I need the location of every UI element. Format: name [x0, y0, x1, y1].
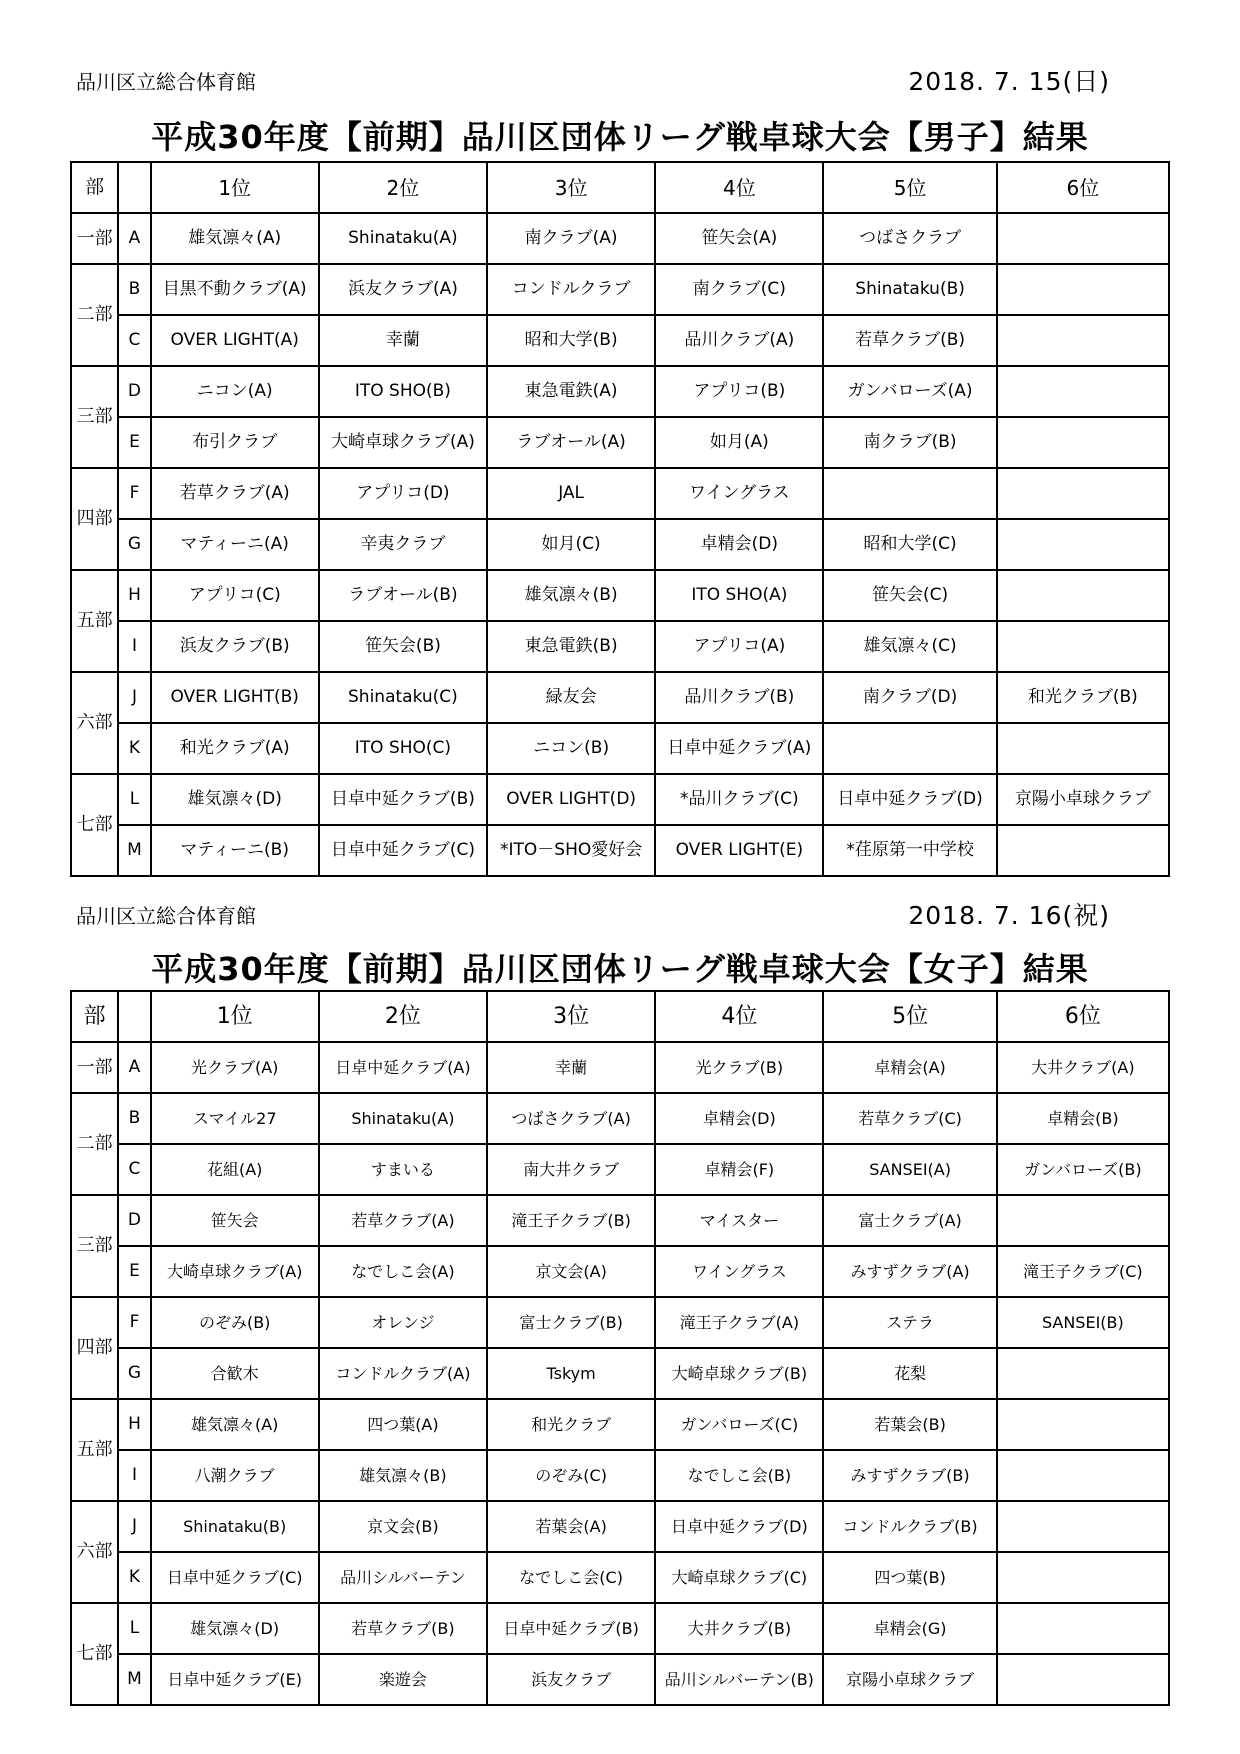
result-cell: ワイングラス [655, 1246, 823, 1297]
rank-header: 2位 [319, 162, 487, 213]
result-cell: コンドルクラブ(B) [823, 1501, 996, 1552]
result-cell: 京陽小卓球クラブ [823, 1654, 996, 1705]
result-cell: *品川クラブ(C) [655, 774, 823, 825]
result-cell [997, 1501, 1169, 1552]
result-cell: 若草クラブ(A) [151, 468, 319, 519]
result-cell: 卓精会(F) [655, 1144, 823, 1195]
division-cell: 三部 [71, 1195, 118, 1297]
result-cell: *ITO－SHO愛好会 [487, 825, 655, 876]
result-cell: ガンバローズ(A) [823, 366, 996, 417]
result-cell: 滝王子クラブ(C) [997, 1246, 1169, 1297]
group-cell: D [118, 366, 150, 417]
division-cell: 三部 [71, 366, 118, 468]
result-cell: アプリコ(B) [655, 366, 823, 417]
group-cell: H [118, 1399, 150, 1450]
result-cell: 大崎卓球クラブ(A) [319, 417, 487, 468]
result-cell: 日卓中延クラブ(A) [319, 1042, 487, 1093]
result-cell [997, 213, 1169, 264]
result-cell: 光クラブ(B) [655, 1042, 823, 1093]
result-cell: 卓精会(A) [823, 1042, 996, 1093]
result-cell: 雄気凛々(D) [151, 774, 319, 825]
rank-header: 3位 [487, 991, 655, 1042]
result-cell: Shinataku(B) [823, 264, 996, 315]
division-header: 部 [71, 162, 118, 213]
result-cell: スマイル27 [151, 1093, 319, 1144]
group-cell: B [118, 1093, 150, 1144]
result-cell: 若草クラブ(B) [319, 1603, 487, 1654]
result-cell: のぞみ(B) [151, 1297, 319, 1348]
result-cell: ニコン(A) [151, 366, 319, 417]
division-cell: 七部 [71, 1603, 118, 1705]
result-cell: 昭和大学(C) [823, 519, 996, 570]
result-cell: 大崎卓球クラブ(C) [655, 1552, 823, 1603]
group-header [118, 991, 150, 1042]
result-cell: 如月(C) [487, 519, 655, 570]
result-cell: 東急電鉄(A) [487, 366, 655, 417]
result-cell: Shinataku(A) [319, 1093, 487, 1144]
table-row [71, 1501, 1169, 1552]
group-cell: C [118, 315, 150, 366]
result-cell [823, 468, 996, 519]
result-cell: オレンジ [319, 1297, 487, 1348]
result-cell: 如月(A) [655, 417, 823, 468]
rank-header: 4位 [655, 162, 823, 213]
result-cell [997, 621, 1169, 672]
result-cell: 品川クラブ(B) [655, 672, 823, 723]
result-cell: 布引クラブ [151, 417, 319, 468]
result-cell: 南クラブ(C) [655, 264, 823, 315]
group-cell: J [118, 672, 150, 723]
result-cell: 辛夷クラブ [319, 519, 487, 570]
result-cell: 幸蘭 [487, 1042, 655, 1093]
result-cell: Tskym [487, 1348, 655, 1399]
result-cell: 光クラブ(A) [151, 1042, 319, 1093]
result-cell: 日卓中延クラブ(C) [319, 825, 487, 876]
result-cell: 緑友会 [487, 672, 655, 723]
result-cell: つばさクラブ(A) [487, 1093, 655, 1144]
table-row [71, 468, 1169, 519]
result-cell: 卓精会(D) [655, 519, 823, 570]
rank-header: 5位 [823, 162, 996, 213]
result-cell: SANSEI(A) [823, 1144, 996, 1195]
group-cell: E [118, 1246, 150, 1297]
result-cell [997, 315, 1169, 366]
result-cell: 花組(A) [151, 1144, 319, 1195]
group-cell: I [118, 621, 150, 672]
result-cell: つばさクラブ [823, 213, 996, 264]
result-cell: 浜友クラブ [487, 1654, 655, 1705]
result-cell: 大井クラブ(A) [997, 1042, 1169, 1093]
venue-label: 品川区立総合体育館 [76, 70, 256, 94]
group-cell: I [118, 1450, 150, 1501]
division-cell: 一部 [71, 1042, 118, 1093]
result-cell: 大崎卓球クラブ(A) [151, 1246, 319, 1297]
result-cell: 八潮クラブ [151, 1450, 319, 1501]
division-cell: 七部 [71, 774, 118, 876]
result-cell: 京文会(B) [319, 1501, 487, 1552]
result-cell [997, 1450, 1169, 1501]
result-cell: 笹矢会(A) [655, 213, 823, 264]
result-cell: ガンバローズ(B) [997, 1144, 1169, 1195]
table-row [71, 1093, 1169, 1144]
result-cell: コンドルクラブ(A) [319, 1348, 487, 1399]
result-cell: 南クラブ(A) [487, 213, 655, 264]
result-cell [997, 519, 1169, 570]
result-cell: 雄気凛々(B) [319, 1450, 487, 1501]
rank-header: 4位 [655, 991, 823, 1042]
result-cell [997, 1195, 1169, 1246]
table-row [71, 366, 1169, 417]
result-cell: マティーニ(B) [151, 825, 319, 876]
result-cell: 品川クラブ(A) [655, 315, 823, 366]
result-cell: 富士クラブ(A) [823, 1195, 996, 1246]
result-cell: 若草クラブ(A) [319, 1195, 487, 1246]
results-title: 平成30年度【前期】品川区団体リーグ戦卓球大会【男子】結果 [151, 118, 1089, 156]
header-row [71, 162, 1169, 213]
result-cell: SANSEI(B) [997, 1297, 1169, 1348]
result-cell: みすずクラブ(A) [823, 1246, 996, 1297]
table-row [71, 213, 1169, 264]
result-cell [997, 723, 1169, 774]
result-cell: アプリコ(D) [319, 468, 487, 519]
result-cell: 日卓中延クラブ(D) [655, 1501, 823, 1552]
result-cell: 南クラブ(D) [823, 672, 996, 723]
result-cell: 合歓木 [151, 1348, 319, 1399]
result-cell: のぞみ(C) [487, 1450, 655, 1501]
table-row [71, 1450, 1169, 1501]
result-cell: 雄気凛々(B) [487, 570, 655, 621]
rank-header: 1位 [151, 991, 319, 1042]
result-cell: ラブオール(A) [487, 417, 655, 468]
table-row [71, 315, 1169, 366]
result-cell: Shinataku(C) [319, 672, 487, 723]
result-cell [823, 723, 996, 774]
division-header: 部 [71, 991, 118, 1042]
result-cell: 南大井クラブ [487, 1144, 655, 1195]
result-cell: OVER LIGHT(D) [487, 774, 655, 825]
result-cell: 雄気凛々(D) [151, 1603, 319, 1654]
table-row [71, 1144, 1169, 1195]
result-cell: 卓精会(G) [823, 1603, 996, 1654]
result-cell: ガンバローズ(C) [655, 1399, 823, 1450]
result-cell: ステラ [823, 1297, 996, 1348]
result-cell: 大井クラブ(B) [655, 1603, 823, 1654]
table-row [71, 1348, 1169, 1399]
result-cell: Shinataku(B) [151, 1501, 319, 1552]
result-cell: 京文会(A) [487, 1246, 655, 1297]
result-cell: なでしこ会(B) [655, 1450, 823, 1501]
group-cell: A [118, 1042, 150, 1093]
result-cell: 楽遊会 [319, 1654, 487, 1705]
group-cell: L [118, 774, 150, 825]
result-cell: ITO SHO(C) [319, 723, 487, 774]
result-cell: マイスター [655, 1195, 823, 1246]
result-cell: ワイングラス [655, 468, 823, 519]
table-row [71, 672, 1169, 723]
table-row [71, 570, 1169, 621]
result-cell [997, 1654, 1169, 1705]
result-cell: 卓精会(B) [997, 1093, 1169, 1144]
group-cell: L [118, 1603, 150, 1654]
division-cell: 五部 [71, 1399, 118, 1501]
rank-header: 1位 [151, 162, 319, 213]
rank-header: 6位 [997, 162, 1169, 213]
result-cell [997, 417, 1169, 468]
result-cell: アプリコ(C) [151, 570, 319, 621]
result-cell: 若葉会(B) [823, 1399, 996, 1450]
result-cell: *荏原第一中学校 [823, 825, 996, 876]
table-row [71, 723, 1169, 774]
group-cell: A [118, 213, 150, 264]
group-cell: B [118, 264, 150, 315]
result-cell: 和光クラブ(B) [997, 672, 1169, 723]
rank-header: 6位 [997, 991, 1169, 1042]
table-row [71, 519, 1169, 570]
result-cell [997, 570, 1169, 621]
result-cell [997, 468, 1169, 519]
table-row [71, 1297, 1169, 1348]
result-cell: 笹矢会(B) [319, 621, 487, 672]
result-cell: 日卓中延クラブ(E) [151, 1654, 319, 1705]
group-cell: H [118, 570, 150, 621]
group-cell: M [118, 1654, 150, 1705]
table-row [71, 1654, 1169, 1705]
result-cell: 日卓中延クラブ(B) [319, 774, 487, 825]
group-cell: J [118, 1501, 150, 1552]
result-cell: 昭和大学(B) [487, 315, 655, 366]
result-cell: 四つ葉(A) [319, 1399, 487, 1450]
division-cell: 六部 [71, 1501, 118, 1603]
result-cell: 東急電鉄(B) [487, 621, 655, 672]
result-cell: 笹矢会(C) [823, 570, 996, 621]
results-table [70, 161, 1170, 877]
event-date: 2018. 7. 16(祝) [908, 901, 1110, 930]
table-row [71, 1603, 1169, 1654]
division-cell: 四部 [71, 468, 118, 570]
rank-header: 2位 [319, 991, 487, 1042]
result-cell: 品川シルバーテン(B) [655, 1654, 823, 1705]
division-cell: 二部 [71, 1093, 118, 1195]
result-cell: OVER LIGHT(E) [655, 825, 823, 876]
result-cell: 和光クラブ(A) [151, 723, 319, 774]
division-cell: 六部 [71, 672, 118, 774]
table-row [71, 1399, 1169, 1450]
result-cell: 日卓中延クラブ(D) [823, 774, 996, 825]
group-cell: G [118, 519, 150, 570]
division-cell: 五部 [71, 570, 118, 672]
header-row [71, 991, 1169, 1042]
result-cell: OVER LIGHT(B) [151, 672, 319, 723]
result-cell: 浜友クラブ(B) [151, 621, 319, 672]
result-cell: なでしこ会(A) [319, 1246, 487, 1297]
table-row [71, 417, 1169, 468]
result-cell: 滝王子クラブ(A) [655, 1297, 823, 1348]
result-cell: マティーニ(A) [151, 519, 319, 570]
result-cell: 雄気凛々(C) [823, 621, 996, 672]
result-cell: 京陽小卓球クラブ [997, 774, 1169, 825]
result-cell: 幸蘭 [319, 315, 487, 366]
result-cell: 若葉会(A) [487, 1501, 655, 1552]
result-cell: コンドルクラブ [487, 264, 655, 315]
result-cell: 雄気凛々(A) [151, 1399, 319, 1450]
table-row [71, 774, 1169, 825]
result-cell: ニコン(B) [487, 723, 655, 774]
result-cell: JAL [487, 468, 655, 519]
result-cell: 目黒不動クラブ(A) [151, 264, 319, 315]
table-row [71, 264, 1169, 315]
group-cell: M [118, 825, 150, 876]
result-cell: 若草クラブ(C) [823, 1093, 996, 1144]
result-cell: 四つ葉(B) [823, 1552, 996, 1603]
group-cell: F [118, 1297, 150, 1348]
result-cell: OVER LIGHT(A) [151, 315, 319, 366]
result-cell [997, 1399, 1169, 1450]
results-table [70, 990, 1170, 1706]
table-row [71, 1042, 1169, 1093]
result-cell: 富士クラブ(B) [487, 1297, 655, 1348]
result-cell [997, 825, 1169, 876]
group-cell: E [118, 417, 150, 468]
result-cell: 浜友クラブ(A) [319, 264, 487, 315]
table-row [71, 825, 1169, 876]
result-cell: 笹矢会 [151, 1195, 319, 1246]
result-cell: Shinataku(A) [319, 213, 487, 264]
rank-header: 5位 [823, 991, 996, 1042]
event-date: 2018. 7. 15(日) [908, 67, 1110, 96]
result-cell [997, 1348, 1169, 1399]
group-cell: D [118, 1195, 150, 1246]
result-cell: ITO SHO(A) [655, 570, 823, 621]
table-row [71, 1246, 1169, 1297]
rank-header: 3位 [487, 162, 655, 213]
result-cell: 日卓中延クラブ(A) [655, 723, 823, 774]
result-cell: なでしこ会(C) [487, 1552, 655, 1603]
result-cell: 卓精会(D) [655, 1093, 823, 1144]
result-cell: ラブオール(B) [319, 570, 487, 621]
table-row [71, 1195, 1169, 1246]
result-cell: 南クラブ(B) [823, 417, 996, 468]
table-row [71, 1552, 1169, 1603]
result-cell: 滝王子クラブ(B) [487, 1195, 655, 1246]
division-cell: 四部 [71, 1297, 118, 1399]
result-cell: 和光クラブ [487, 1399, 655, 1450]
table-row [71, 621, 1169, 672]
result-cell: ITO SHO(B) [319, 366, 487, 417]
result-cell: 日卓中延クラブ(B) [487, 1603, 655, 1654]
group-cell: C [118, 1144, 150, 1195]
result-cell: 雄気凛々(A) [151, 213, 319, 264]
group-cell: K [118, 1552, 150, 1603]
venue-label: 品川区立総合体育館 [76, 904, 256, 928]
result-cell: 日卓中延クラブ(C) [151, 1552, 319, 1603]
division-cell: 一部 [71, 213, 118, 264]
group-cell: F [118, 468, 150, 519]
group-cell: G [118, 1348, 150, 1399]
result-cell: すまいる [319, 1144, 487, 1195]
result-cell [997, 264, 1169, 315]
division-cell: 二部 [71, 264, 118, 366]
results-title: 平成30年度【前期】品川区団体リーグ戦卓球大会【女子】結果 [151, 950, 1089, 988]
result-cell: 大崎卓球クラブ(B) [655, 1348, 823, 1399]
result-cell: みすずクラブ(B) [823, 1450, 996, 1501]
result-cell: 花梨 [823, 1348, 996, 1399]
result-cell [997, 1603, 1169, 1654]
group-cell: K [118, 723, 150, 774]
group-header [118, 162, 150, 213]
result-cell: 若草クラブ(B) [823, 315, 996, 366]
result-cell [997, 1552, 1169, 1603]
result-cell: 品川シルバーテン [319, 1552, 487, 1603]
result-cell: アプリコ(A) [655, 621, 823, 672]
result-cell [997, 366, 1169, 417]
